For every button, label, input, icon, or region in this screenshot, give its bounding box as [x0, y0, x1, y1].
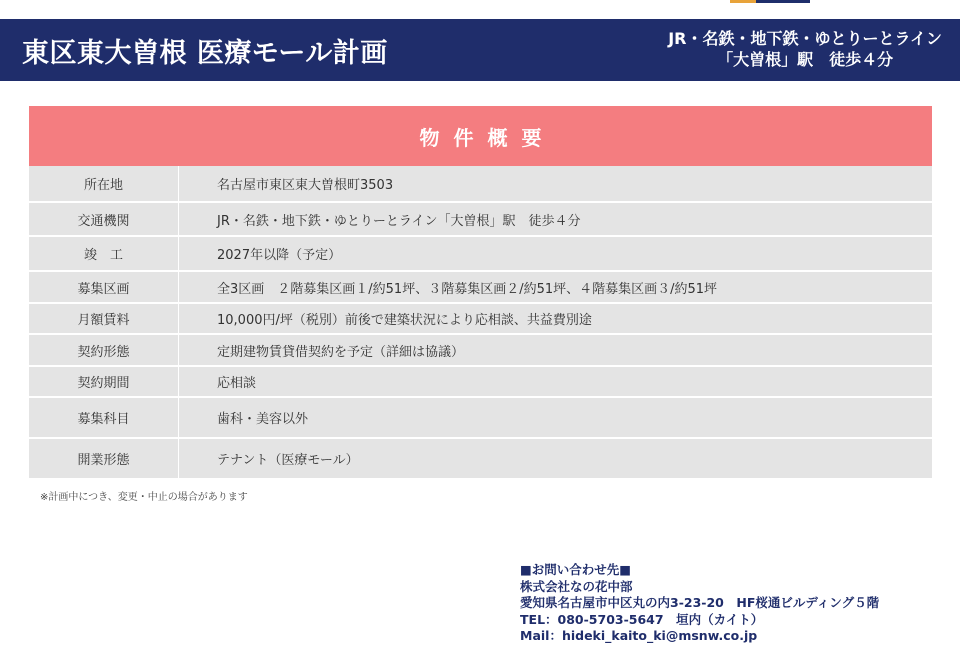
row-value: 歯科・美容以外 [217, 412, 309, 427]
page-title: 東区東大曽根 医療モール計画 [22, 38, 388, 69]
row-value: 応相談 [217, 376, 257, 391]
row-label: 月額賃料 [29, 304, 179, 333]
disclaimer-note: ※計画中につき、変更・中止の場合があります [40, 492, 248, 503]
row-label: 交通機関 [29, 203, 179, 235]
row-label: 契約期間 [29, 367, 179, 396]
table-row-contract-period [29, 367, 932, 398]
table-row-departments [29, 398, 932, 439]
table-row-completion [29, 237, 932, 272]
access-info [668, 28, 942, 70]
header-banner [0, 19, 960, 81]
table-heading: 物件概要 [29, 106, 932, 166]
access-line-2: 「大曽根」駅 徒歩４分 [717, 50, 894, 69]
row-value: JR・名鉄・地下鉄・ゆとりーとライン「大曽根」駅 徒歩４分 [217, 213, 581, 229]
row-label: 募集科目 [29, 398, 179, 437]
row-value: テナント（医療モール） [217, 453, 359, 468]
row-label: 契約形態 [29, 335, 179, 365]
table-row-contract-type [29, 335, 932, 367]
contact-address: 愛知県名古屋市中区丸の内3-23-20 HF桜通ビルディング５階 [520, 595, 880, 610]
row-value: 名古屋市東区東大曽根町3503 [217, 178, 394, 193]
table-row-units [29, 272, 932, 304]
row-label: 募集区画 [29, 272, 179, 302]
contact-mail: Mail：hideki_kaito_ki@msnw.co.jp [520, 628, 758, 643]
row-value: 2027年以降（予定） [217, 248, 342, 263]
contact-heading: ■お問い合わせ先■ [520, 562, 632, 577]
accent-orange-tab [730, 0, 756, 3]
row-label: 竣 工 [29, 237, 179, 270]
table-row-business-form [29, 439, 932, 480]
table-row-transport [29, 203, 932, 237]
table-row-rent [29, 304, 932, 335]
property-overview-table [29, 106, 932, 480]
row-label: 所在地 [29, 166, 179, 201]
contact-tel: TEL：080-5703-5647 垣内（カイト） [520, 611, 764, 627]
row-value: 10,000円/坪（税別）前後で建築状況により応相談、共益費別途 [217, 313, 592, 328]
row-value: 全3区画 ２階募集区画１/約51坪、３階募集区画２/約51坪、４階募集区画３/約51坪 [217, 281, 718, 297]
row-label: 開業形態 [29, 439, 179, 478]
accent-navy-tab [756, 0, 810, 3]
table-row-location [29, 166, 932, 203]
contact-block [520, 562, 879, 645]
row-value: 定期建物賃貸借契約を予定（詳細は協議） [217, 344, 465, 360]
access-line-1: JR・名鉄・地下鉄・ゆとりーとライン [668, 29, 942, 48]
top-accent-bar [730, 0, 810, 3]
contact-company: 株式会社なの花中部 [520, 578, 633, 594]
